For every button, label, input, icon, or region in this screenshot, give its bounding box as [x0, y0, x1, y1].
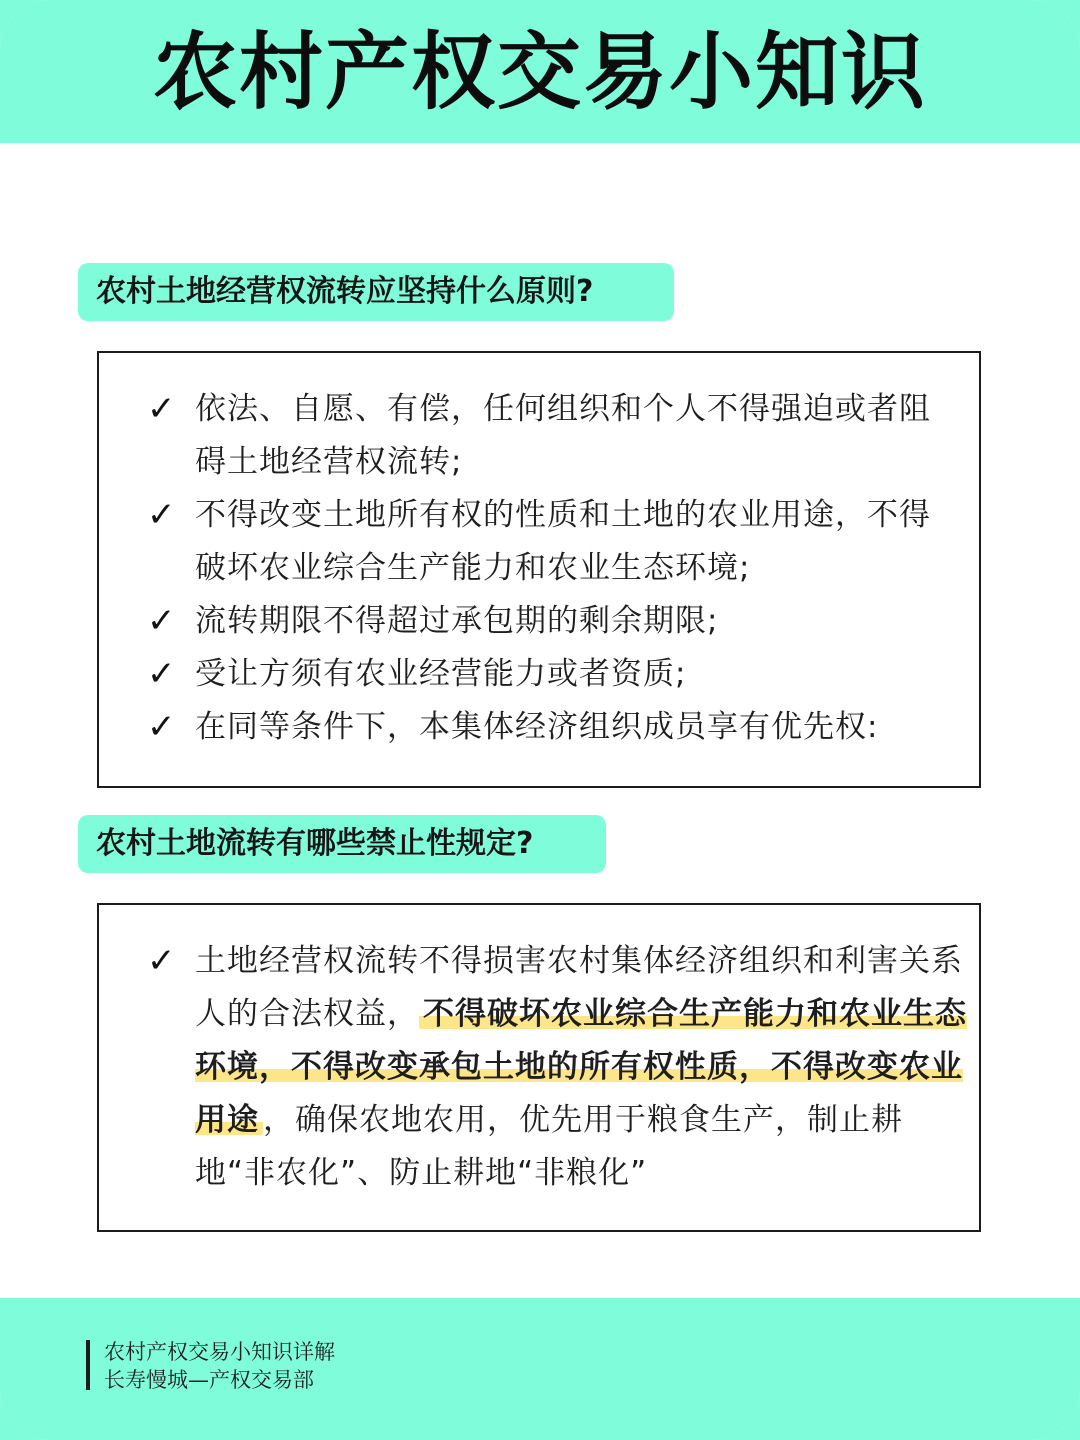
- section1-heading: 农村土地经营权流转应坚持什么原则?: [78, 263, 674, 321]
- footer-line-1: 农村产权交易小知识详解: [104, 1340, 335, 1364]
- page-title: 农村产权交易小知识: [152, 23, 927, 121]
- section1-box: [97, 351, 981, 788]
- check-icon: ✓: [147, 495, 176, 535]
- text-after-highlight: ，确保农地农用，优先用于粮食生产，制止耕地“非农化”、防止耕地“非粮化”: [195, 1102, 903, 1191]
- list-item: [147, 935, 967, 1205]
- footer-divider: [86, 1340, 90, 1390]
- footer-line-2: 长寿慢城—产权交易部: [104, 1368, 314, 1392]
- list-item-text: 不得改变土地所有权的性质和土地的农业用途，不得破坏农业综合生产能力和农业生态环境;: [195, 497, 931, 586]
- list-item-text: 受让方须有农业经营能力或者资质;: [195, 656, 687, 692]
- check-icon: ✓: [147, 707, 176, 747]
- list-item-text: [195, 935, 967, 1200]
- list-item: [147, 489, 947, 595]
- section2-box: [97, 903, 981, 1232]
- check-icon: ✓: [147, 941, 176, 981]
- list-item: [147, 383, 947, 489]
- section2-heading: 农村土地流转有哪些禁止性规定?: [78, 815, 606, 873]
- check-icon: ✓: [147, 389, 176, 429]
- check-icon: ✓: [147, 654, 176, 694]
- list-item-text: 依法、自愿、有偿，任何组织和个人不得强迫或者阻碍土地经营权流转;: [195, 391, 931, 480]
- highlighted-text: 不得破坏农业综合生产能力和农业生态环境，不得改变承包土地的所有权性质，不得改变农业用途: [195, 996, 967, 1138]
- list-item-text: 流转期限不得超过承包期的剩余期限;: [195, 603, 719, 639]
- list-item: [147, 701, 947, 754]
- list-item-text: 在同等条件下，本集体经济组织成员享有优先权:: [195, 709, 879, 745]
- list-item: [147, 648, 947, 701]
- list-item: [147, 595, 947, 648]
- check-icon: ✓: [147, 601, 176, 641]
- text-before-highlight: 土地经营权流转不得损害农村集体经济组织和利害关系人的合法权益，: [195, 943, 963, 1032]
